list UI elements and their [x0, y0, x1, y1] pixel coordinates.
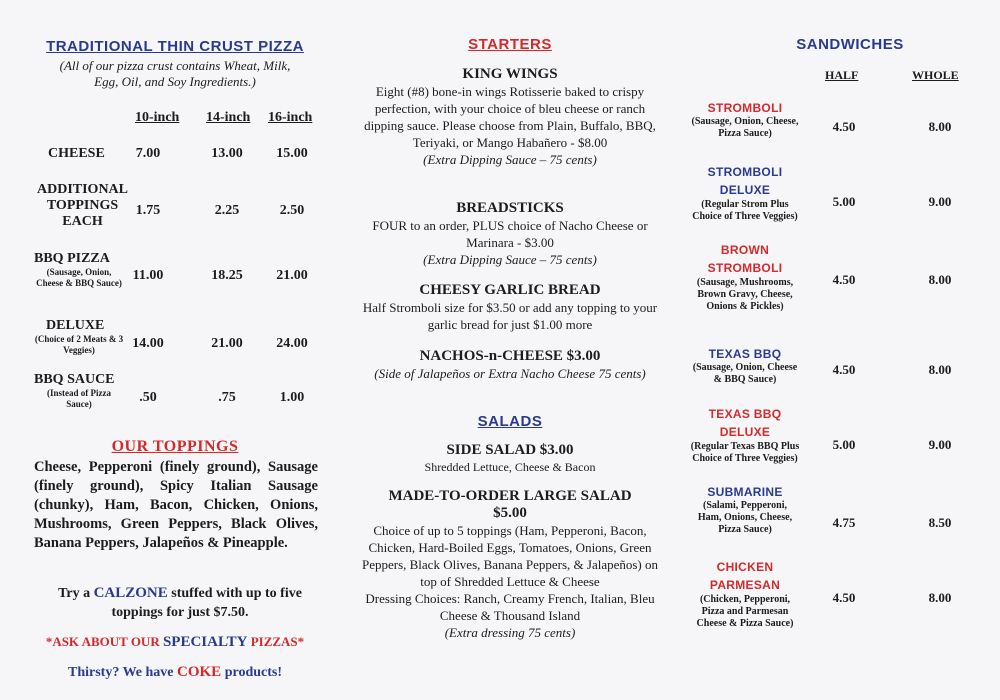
half-price: 4.50 [832, 362, 856, 377]
sandwich-name: CHICKEN PARMESAN [709, 560, 781, 592]
thirsty-line [20, 664, 330, 681]
sandwich-desc: (Chicken, Pepperoni, Pizza and Parmesan Cheese & Pizza Sauce) [696, 594, 794, 629]
starter-note: (Extra Dipping Sauce – 75 cents) [423, 252, 597, 267]
thirsty-post: products! [221, 665, 283, 680]
price-10: 11.00 [132, 268, 164, 283]
sandwich-row [690, 163, 952, 223]
large-salad-desc: Choice of up to 5 toppings (Ham, Pepperoni, Bacon, Chicken, Hard-Boiled Eggs, Tomatoes, Onions, Green Peppers, Black Olives, Banana Peppers, & Jalapeños) on top of Shredded Lettuce & Cheese [361, 523, 659, 589]
starter-note: (Side of Jalapeños or Extra Nacho Cheese 75 cents) [374, 366, 646, 381]
price-10: 1.75 [135, 203, 161, 218]
salads-title: SALADS [477, 413, 543, 430]
price-16: 24.00 [276, 336, 308, 351]
whole-price: 8.50 [928, 515, 952, 530]
sandwich-row [690, 405, 952, 465]
pizza-subtext: (Instead of Pizza Sauce) [47, 388, 111, 409]
side-salad-name: SIDE SALAD $3.00 [446, 442, 574, 458]
whole-price: 8.00 [928, 272, 952, 287]
size-header-10: 10-inch [135, 110, 180, 125]
pizza-name: BBQ PIZZA [34, 251, 110, 266]
whole-price: 8.00 [928, 119, 952, 134]
pizza-subtext: (Choice of 2 Meats & 3 Veggies) [34, 334, 124, 355]
sandwiches-title: SANDWICHES [796, 36, 904, 53]
sandwich-desc: (Sausage, Onion, Cheese & BBQ Sauce) [692, 362, 798, 385]
sandwich-desc: (Regular Strom Plus Choice of Three Veggies) [692, 199, 798, 222]
pizza-name-block [34, 251, 129, 289]
sandwich-name: TEXAS BBQ DELUXE [708, 407, 782, 439]
size-header-16: 16-inch [268, 110, 313, 125]
half-price: 4.50 [832, 119, 856, 134]
sandwich-row [690, 558, 952, 630]
calzone-post: stuffed with up to five toppings for just $7.50. [111, 586, 302, 620]
sandwich-row [690, 484, 952, 536]
starter-name: BREADSTICKS [456, 200, 564, 216]
starters-column [360, 0, 660, 700]
thirsty-pre: Thirsty? We have [67, 665, 178, 680]
price-10: 14.00 [132, 336, 164, 351]
sandwich-row [690, 100, 952, 140]
pizza-allergen-note: (All of our pizza crust contains Wheat, Milk, Egg, Oil, and Soy Ingredients.) [59, 58, 291, 89]
sandwich-name: TEXAS BBQ [708, 347, 782, 361]
price-16: 15.00 [276, 146, 308, 161]
half-price: 4.50 [832, 590, 856, 605]
specialty-word: SPECIALTY [162, 634, 248, 650]
sandwich-row [690, 241, 952, 313]
price-10: .50 [139, 390, 157, 405]
starter-desc: FOUR to an order, PLUS choice of Nacho Cheese or Marinara - $3.00 [372, 218, 648, 250]
sandwich-desc: (Sausage, Onion, Cheese, Pizza Sauce) [691, 116, 799, 139]
pizza-subtext: (Sausage, Onion, Cheese & BBQ Sauce) [36, 267, 122, 288]
half-price: 5.00 [832, 194, 856, 209]
price-14: 21.00 [211, 336, 243, 351]
dressing-note: (Extra dressing 75 cents) [444, 625, 576, 640]
sandwich-desc: (Salami, Pepperoni, Ham, Onions, Cheese, Pizza Sauce) [697, 500, 793, 535]
pizza-name-block [34, 318, 129, 356]
half-price: 5.00 [832, 437, 856, 452]
pizza-name: DELUXE [46, 318, 105, 333]
pizza-column [20, 0, 330, 700]
price-16: 21.00 [276, 268, 308, 283]
toppings-title: OUR TOPPINGS [111, 438, 239, 455]
pizza-name: ADDITIONAL TOPPINGS EACH [36, 182, 128, 229]
side-salad-desc: Shredded Lettuce, Cheese & Bacon [424, 460, 596, 474]
starter-desc: Eight (#8) bone-in wings Rotisserie baked to crispy perfection, with your choice of bleu cheese or ranch dipping sauce. Please choose from Plain, Buffalo, BBQ, Teriyaki, or Mango Habañero - $8.00 [364, 84, 656, 150]
starters-title: STARTERS [468, 36, 552, 53]
sandwich-name: STROMBOLI [707, 101, 783, 115]
starter-name: CHEESY GARLIC BREAD [419, 282, 601, 298]
whole-price: 8.00 [928, 590, 952, 605]
sandwiches-column [690, 0, 990, 700]
dressing-choices: Dressing Choices: Ranch, Creamy French, Italian, Bleu Cheese & Thousand Island [365, 591, 655, 623]
whole-price: 8.00 [928, 362, 952, 377]
size-header-14: 14-inch [206, 110, 251, 125]
price-16: 2.50 [279, 203, 305, 218]
starter-item [360, 66, 660, 168]
half-header: HALF [825, 68, 859, 82]
half-price: 4.75 [832, 515, 856, 530]
starter-name: KING WINGS [462, 66, 558, 82]
half-price: 4.50 [832, 272, 856, 287]
calzone-pre: Try a [58, 586, 94, 601]
whole-price: 9.00 [928, 437, 952, 452]
price-14: 13.00 [211, 146, 243, 161]
starter-item [360, 200, 660, 268]
price-16: 1.00 [279, 390, 305, 405]
price-14: 18.25 [211, 268, 243, 283]
sandwich-desc: (Regular Texas BBQ Plus Choice of Three Veggies) [690, 441, 800, 464]
starter-item [360, 282, 660, 333]
toppings-list: Cheese, Pepperoni (finely ground), Sausage (finely ground), Spicy Italian Sausage (chunky), Ham, Bacon, Chicken, Onions, Mushrooms, Green Peppers, Black Olives, Banana Peppers, Jalapeños & Pineapple. [34, 459, 318, 551]
pizza-name: BBQ SAUCE [34, 372, 115, 387]
specialty-post: PIZZAS* [247, 634, 305, 649]
starter-note: (Extra Dipping Sauce – 75 cents) [423, 152, 597, 167]
specialty-callout [20, 634, 330, 651]
sandwich-row [690, 346, 952, 386]
pizza-section-title: TRADITIONAL THIN CRUST PIZZA [46, 38, 304, 55]
price-14: 2.25 [214, 203, 240, 218]
whole-header: WHOLE [912, 68, 959, 82]
large-salad-name: MADE-TO-ORDER LARGE SALAD [388, 488, 632, 504]
sandwich-desc: (Sausage, Mushrooms, Brown Gravy, Cheese, Onions & Pickles) [696, 277, 794, 312]
calzone-offer [40, 584, 320, 622]
starter-name: NACHOS-n-CHEESE $3.00 [419, 348, 601, 364]
price-10: 7.00 [135, 146, 161, 161]
salad-item [360, 488, 660, 641]
price-14: .75 [218, 390, 236, 405]
pizza-name-block [34, 372, 129, 410]
starter-desc: Half Stromboli size for $3.50 or add any topping to your garlic bread for just $1.00 more [362, 300, 658, 332]
sandwich-name: SUBMARINE [707, 485, 783, 499]
specialty-pre: *ASK ABOUT OUR [45, 634, 163, 649]
sandwich-name: STROMBOLI DELUXE [707, 165, 783, 197]
calzone-word: CALZONE [93, 585, 168, 601]
salad-item [360, 442, 660, 476]
thirsty-word: COKE [177, 664, 222, 680]
pizza-name: CHEESE [48, 146, 105, 161]
large-salad-price: $5.00 [493, 505, 527, 521]
sandwich-name: BROWN STROMBOLI [707, 243, 783, 275]
starter-item [360, 348, 660, 382]
whole-price: 9.00 [928, 194, 952, 209]
